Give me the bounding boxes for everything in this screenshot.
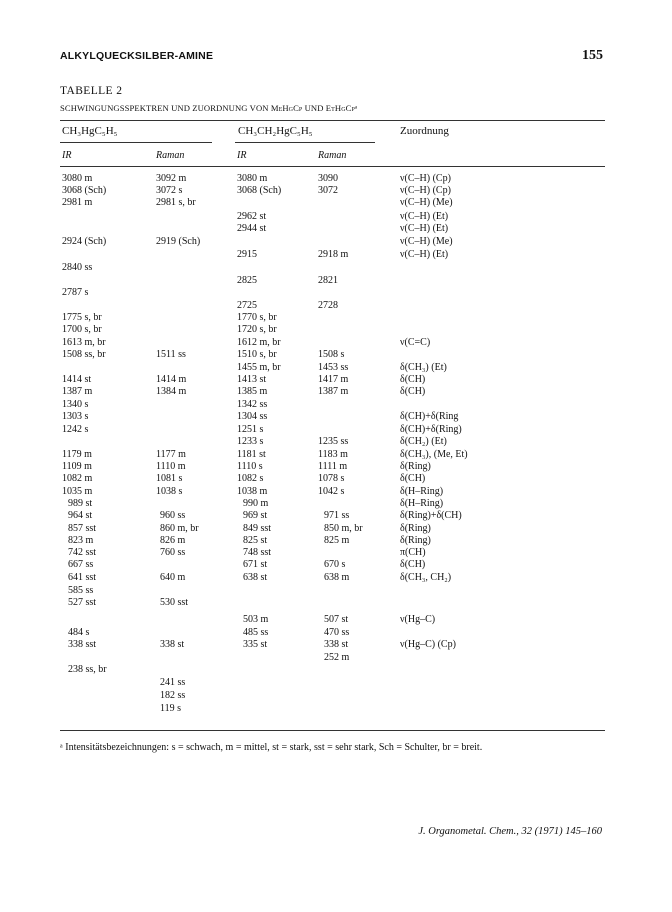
cell-ir-et: 1510 s, br: [237, 349, 277, 360]
cell-ir-et: 671 st: [243, 559, 268, 570]
footnote: ᵃ Intensitätsbezeichnungen: s = schwach, m = mittel, st = stark, sst = sehr stark, Sch = Schulter, br = breit.: [60, 742, 483, 753]
cell-raman-me: 826 m: [160, 535, 186, 546]
cell-raman-et: 1387 m: [318, 386, 349, 397]
cell-ir-me: 989 st: [68, 498, 93, 509]
cell-ir-et: 1342 ss: [237, 399, 268, 410]
cell-raman-et: 1453 ss: [318, 362, 349, 373]
cell-zuordnung: δ(Ring)+δ(CH): [400, 510, 462, 521]
cell-raman-et: 825 m: [324, 535, 350, 546]
cell-zuordnung: δ(CH₃), (Me, Et): [400, 449, 468, 460]
cell-ir-et: 485 ss: [243, 627, 269, 638]
cell-raman-me: 1177 m: [156, 449, 186, 460]
cell-raman-me: 2919 (Sch): [156, 236, 201, 247]
cell-raman-me: 338 st: [160, 639, 185, 650]
cell-zuordnung: ν(C=C): [400, 337, 431, 348]
cell-raman-me: 1038 s: [156, 486, 183, 497]
running-title: ALKYLQUECKSILBER-AMINE: [60, 50, 214, 62]
table-caption: SCHWINGUNGSSPEKTREN UND ZUORDNUNG VON MeHgCp UND EtHgCpᵃ: [60, 103, 358, 113]
cell-ir-me: 1414 st: [62, 374, 92, 385]
cell-raman-me: 760 ss: [160, 547, 186, 558]
cell-ir-et: 748 sst: [243, 547, 272, 558]
column-header-raman-et: Raman: [318, 150, 347, 161]
cell-ir-me: 338 sst: [68, 639, 97, 650]
cell-ir-et: 1720 s, br: [237, 324, 277, 335]
cell-raman-me: 1384 m: [156, 386, 187, 397]
cell-zuordnung: ν(C–H) (Cp): [400, 173, 451, 184]
cell-raman-me: 1081 s: [156, 473, 183, 484]
cell-raman-et: 2821: [318, 275, 338, 286]
cell-ir-me: 1179 m: [62, 449, 92, 460]
cell-raman-me: 860 m, br: [160, 523, 199, 534]
cell-ir-me: 1700 s, br: [62, 324, 102, 335]
cell-ir-me: 857 sst: [68, 523, 97, 534]
column-group-mehgcp: CH₃HgC₅H₅: [62, 125, 118, 137]
cell-ir-me: 1775 s, br: [62, 312, 102, 323]
cell-ir-me: 484 s: [68, 627, 90, 638]
cell-zuordnung: δ(CH): [400, 386, 426, 397]
cell-raman-et: 1417 m: [318, 374, 349, 385]
cell-raman-et: 2728: [318, 300, 338, 311]
table-bottom-rule: [60, 730, 605, 731]
cell-ir-me: 527 sst: [68, 597, 97, 608]
cell-zuordnung: ν(Hg–C): [400, 614, 436, 625]
cell-zuordnung: ν(Hg–C) (Cp): [400, 639, 456, 650]
cell-ir-et: 2944 st: [237, 223, 267, 234]
cell-raman-me: 119 s: [160, 703, 182, 714]
cell-ir-me: 742 sst: [68, 547, 97, 558]
cell-ir-me: 2840 ss: [62, 262, 93, 273]
cell-zuordnung: δ(H–Ring): [400, 498, 444, 509]
cell-ir-me: 2981 m: [62, 197, 93, 208]
cell-ir-et: 2915: [237, 249, 257, 260]
column-header-ir-me: IR: [62, 150, 72, 161]
cell-ir-me: 667 ss: [68, 559, 94, 570]
cell-ir-et: 2725: [237, 300, 257, 311]
cell-zuordnung: δ(CH): [400, 559, 426, 570]
cell-raman-et: 507 st: [324, 614, 349, 625]
cell-ir-et: 3068 (Sch): [237, 185, 282, 196]
cell-ir-me: 1387 m: [62, 386, 93, 397]
cell-raman-et: 1111 m: [318, 461, 348, 472]
column-header-ir-et: IR: [237, 150, 247, 161]
cell-zuordnung: ν(C–H) (Me): [400, 197, 453, 208]
cell-raman-et: 670 s: [324, 559, 346, 570]
cell-raman-me: 1110 m: [156, 461, 186, 472]
cell-ir-me: 3068 (Sch): [62, 185, 107, 196]
cell-ir-et: 2962 st: [237, 211, 267, 222]
page-header: [60, 50, 603, 68]
cell-raman-et: 3072: [318, 185, 338, 196]
cell-ir-me: 1613 m, br: [62, 337, 106, 348]
cell-ir-et: 1181 st: [237, 449, 266, 460]
cell-ir-et: 1110 s: [237, 461, 263, 472]
cell-raman-et: 470 ss: [324, 627, 350, 638]
cell-raman-me: 960 ss: [160, 510, 186, 521]
cell-raman-me: 640 m: [160, 572, 186, 583]
cell-ir-me: 641 sst: [68, 572, 97, 583]
cell-ir-et: 990 m: [243, 498, 269, 509]
cell-zuordnung: ν(C–H) (Et): [400, 211, 449, 222]
table-label: TABELLE 2: [60, 85, 123, 97]
cell-raman-me: 1511 ss: [156, 349, 186, 360]
cell-zuordnung: δ(CH): [400, 473, 426, 484]
cell-zuordnung: δ(CH)+δ(Ring): [400, 424, 462, 435]
cell-zuordnung: ν(C–H) (Me): [400, 236, 453, 247]
cell-ir-et: 1455 m, br: [237, 362, 281, 373]
cell-raman-me: 241 ss: [160, 677, 186, 688]
cell-zuordnung: δ(CH)+δ(Ring: [400, 411, 459, 422]
cell-ir-et: 2825: [237, 275, 257, 286]
cell-raman-me: 182 ss: [160, 690, 186, 701]
cell-zuordnung: δ(Ring): [400, 461, 431, 472]
cell-raman-me: 2981 s, br: [156, 197, 196, 208]
cell-raman-et: 1078 s: [318, 473, 345, 484]
citation: J. Organometal. Chem., 32 (1971) 145–160: [418, 826, 602, 837]
cell-raman-me: 530 sst: [160, 597, 189, 608]
cell-raman-me: 3072 s: [156, 185, 183, 196]
cell-ir-me: 964 st: [68, 510, 93, 521]
cell-ir-et: 1038 m: [237, 486, 268, 497]
cell-raman-et: 3090: [318, 173, 338, 184]
cell-ir-et: 1304 ss: [237, 411, 268, 422]
cell-ir-et: 3080 m: [237, 173, 268, 184]
cell-ir-et: 1770 s, br: [237, 312, 277, 323]
cell-raman-me: 3092 m: [156, 173, 187, 184]
cell-zuordnung: δ(Ring): [400, 535, 431, 546]
column-group-zuordnung: Zuordnung: [400, 125, 449, 137]
cell-zuordnung: δ(CH₂) (Et): [400, 436, 447, 447]
cell-ir-me: 1340 s: [62, 399, 89, 410]
cell-zuordnung: ν(C–H) (Et): [400, 223, 449, 234]
cell-ir-me: 1303 s: [62, 411, 89, 422]
cell-raman-et: 1508 s: [318, 349, 345, 360]
page-number: 155: [582, 48, 603, 63]
cell-raman-et: 971 ss: [324, 510, 350, 521]
cell-raman-et: 638 m: [324, 572, 350, 583]
column-group-ethgcp: CH₃CH₂HgC₅H₅: [238, 125, 313, 137]
cell-ir-me: 823 m: [68, 535, 94, 546]
cell-ir-et: 335 st: [243, 639, 268, 650]
cell-zuordnung: ν(C–H) (Cp): [400, 185, 451, 196]
cell-zuordnung: δ(CH₃, CH₂): [400, 572, 452, 583]
cell-raman-et: 252 m: [324, 652, 350, 663]
cell-zuordnung: δ(H–Ring): [400, 486, 444, 497]
cell-ir-et: 638 st: [243, 572, 268, 583]
cell-ir-me: 3080 m: [62, 173, 93, 184]
cell-ir-et: 849 sst: [243, 523, 272, 534]
cell-ir-me: 1242 s: [62, 424, 89, 435]
column-header-raman-me: Raman: [156, 150, 185, 161]
cell-raman-et: 338 st: [324, 639, 349, 650]
cell-ir-et: 969 st: [243, 510, 268, 521]
cell-ir-me: 1082 m: [62, 473, 93, 484]
group-rule-ethgcp: [235, 142, 375, 143]
cell-raman-et: 1183 m: [318, 449, 348, 460]
cell-ir-me: 2924 (Sch): [62, 236, 107, 247]
group-rule-mehgcp: [60, 142, 212, 143]
cell-ir-me: 1508 ss, br: [62, 349, 106, 360]
cell-zuordnung: ν(C–H) (Et): [400, 249, 449, 260]
cell-ir-et: 1082 s: [237, 473, 264, 484]
cell-raman-et: 1235 ss: [318, 436, 349, 447]
cell-ir-et: 503 m: [243, 614, 269, 625]
cell-zuordnung: δ(CH₃) (Et): [400, 362, 447, 373]
cell-ir-me: 1035 m: [62, 486, 93, 497]
cell-ir-et: 1413 st: [237, 374, 267, 385]
cell-ir-et: 1612 m, br: [237, 337, 281, 348]
header-bottom-rule: [60, 166, 605, 167]
cell-zuordnung: π(CH): [400, 547, 426, 558]
cell-ir-et: 1251 s: [237, 424, 264, 435]
cell-ir-me: 585 ss: [68, 585, 94, 596]
cell-raman-et: 1042 s: [318, 486, 345, 497]
table-top-rule: [60, 120, 605, 121]
cell-ir-me: 238 ss, br: [68, 664, 107, 675]
cell-raman-et: 850 m, br: [324, 523, 363, 534]
cell-raman-et: 2918 m: [318, 249, 349, 260]
cell-ir-et: 1385 m: [237, 386, 268, 397]
cell-ir-me: 1109 m: [62, 461, 92, 472]
cell-ir-et: 1233 s: [237, 436, 264, 447]
cell-raman-me: 1414 m: [156, 374, 187, 385]
cell-zuordnung: δ(CH): [400, 374, 426, 385]
cell-ir-me: 2787 s: [62, 287, 89, 298]
cell-ir-et: 825 st: [243, 535, 268, 546]
cell-zuordnung: δ(Ring): [400, 523, 431, 534]
